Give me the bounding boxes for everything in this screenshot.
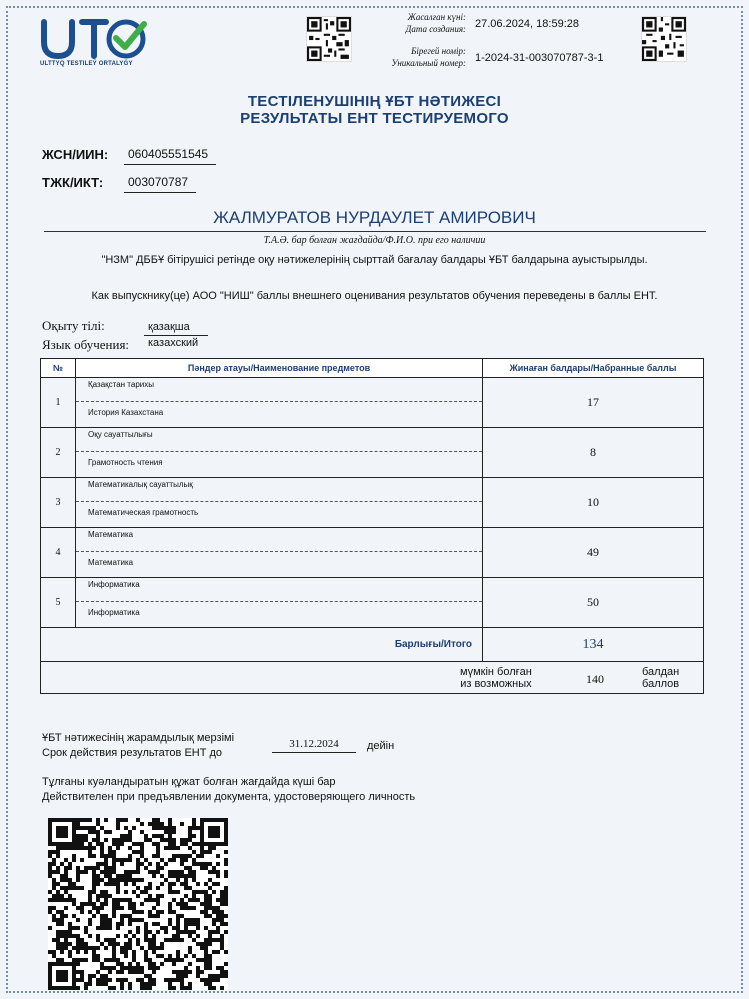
created-label-ru: Дата создания: xyxy=(405,24,466,34)
subject-name-ru: Математика xyxy=(88,558,134,567)
table-row xyxy=(41,578,704,628)
row-number: 4 xyxy=(41,528,76,578)
iin-value: 060405551545 xyxy=(124,147,216,165)
iin-label: ЖСН/ИИН: xyxy=(42,147,109,162)
col-header-num: № xyxy=(41,359,76,378)
subject-name-kz: Информатика xyxy=(76,578,482,602)
created-value: 27.06.2024, 18:59:28 xyxy=(475,18,579,30)
possible-suffix xyxy=(642,666,679,690)
col-header-subject: Пәндер атауы/Наименование предметов xyxy=(76,359,483,378)
subject-score: 8 xyxy=(483,428,704,478)
possible-prefix xyxy=(460,666,532,690)
large-qr-code-icon xyxy=(48,818,228,990)
name-caption: Т.А.Ә. бар болған жағдайда/Ф.И.О. при его наличии xyxy=(263,235,486,246)
unique-label-kz: Бірегей номір: xyxy=(411,46,466,56)
unique-label-ru: Уникальный номер: xyxy=(391,58,466,68)
note-ru: Как выпускнику(це) АОО "НИШ" баллы внешнего оценивания результатов обучения переведены в баллы ЕНТ. xyxy=(91,290,658,302)
subject-name-ru: Грамотность чтения xyxy=(88,458,163,467)
table-header-row xyxy=(41,359,704,378)
results-table xyxy=(40,358,704,694)
document-title-ru: РЕЗУЛЬТАТЫ ЕНТ ТЕСТИРУЕМОГО xyxy=(240,110,509,127)
subject-name-ru: Математическая грамотность xyxy=(88,508,199,517)
ikt-label: ТЖК/ИКТ: xyxy=(42,175,104,190)
language-value-kz: қазақша xyxy=(144,321,208,336)
validity-date: 31.12.2024 xyxy=(272,738,356,753)
row-number: 2 xyxy=(41,428,76,478)
possible-row xyxy=(41,662,704,694)
subject-score: 49 xyxy=(483,528,704,578)
validity-label-ru: Срок действия результатов ЕНТ до xyxy=(42,747,223,759)
name-underline xyxy=(44,231,706,232)
total-value: 134 xyxy=(483,628,704,662)
possible-prefix-ru: из возможных xyxy=(460,678,532,690)
col-header-score: Жинаған балдары/Набранные баллы xyxy=(483,359,704,378)
subject-name-kz: Оқу сауаттылығы xyxy=(76,428,482,452)
note-kz: "НЗМ" ДББҰ бітірушісі ретінде оқу нәтижелерінің сырттай бағалау балдары ҰБТ балдарына ауыстырылды. xyxy=(101,254,648,266)
possible-row-cell xyxy=(41,662,704,694)
total-label: Барлығы/Итого xyxy=(41,628,483,662)
language-label-kz: Оқыту тілі: xyxy=(42,318,105,333)
subject-name-kz: Математика xyxy=(76,528,482,552)
possible-suffix-ru: баллов xyxy=(642,678,680,690)
validity-label xyxy=(42,731,234,761)
unique-number-value: 1-2024-31-003070787-3-1 xyxy=(475,52,604,64)
row-number: 3 xyxy=(41,478,76,528)
row-number: 5 xyxy=(41,578,76,628)
subject-cell xyxy=(76,378,483,428)
subject-cell xyxy=(76,478,483,528)
subject-score: 17 xyxy=(483,378,704,428)
ikt-value: 003070787 xyxy=(124,175,196,193)
validity-label-kz: ҰБТ нәтижесінің жарамдылық мерзімі xyxy=(42,732,235,744)
unique-number-label xyxy=(376,45,466,69)
table-row xyxy=(41,478,704,528)
subject-cell xyxy=(76,578,483,628)
subject-cell xyxy=(76,528,483,578)
created-label-kz: Жасалған күні: xyxy=(407,12,466,22)
table-row xyxy=(41,428,704,478)
id-note xyxy=(42,775,415,805)
subject-score: 10 xyxy=(483,478,704,528)
logo-subtitle: ULTTYQ TESTILEÝ ORTALYǴY xyxy=(40,61,133,67)
language-value-ru: казахский xyxy=(148,337,199,349)
subject-cell xyxy=(76,428,483,478)
possible-value: 140 xyxy=(586,672,604,686)
subject-name-kz: Математикалық сауаттылық xyxy=(76,478,482,502)
row-number: 1 xyxy=(41,378,76,428)
table-row xyxy=(41,528,704,578)
total-row xyxy=(41,628,704,662)
id-note-kz: Тұлғаны куәландыратын құжат болған жағдайда күші бар xyxy=(42,776,336,788)
table-row xyxy=(41,378,704,428)
created-label xyxy=(376,11,466,35)
document-title-kz: ТЕСТІЛЕНУШІНІҢ ҰБТ НӘТИЖЕСІ xyxy=(247,93,502,110)
validity-suffix: дейін xyxy=(367,740,395,752)
full-name: ЖАЛМУРАТОВ НУРДАУЛЕТ АМИРОВИЧ xyxy=(213,208,536,227)
subject-name-ru: Информатика xyxy=(88,608,140,617)
qr-code-icon xyxy=(306,16,352,62)
possible-suffix-kz: балдан xyxy=(642,666,680,678)
language-label-ru: Язык обучения: xyxy=(42,337,130,352)
subject-name-kz: Қазақстан тарихы xyxy=(76,378,482,402)
subject-score: 50 xyxy=(483,578,704,628)
subject-name-ru: История Казахстана xyxy=(88,408,164,417)
possible-prefix-kz: мүмкін болған xyxy=(460,666,532,678)
qr-code-icon xyxy=(641,16,687,62)
id-note-ru: Действителен при предъявлении документа, удостоверяющего личность xyxy=(42,791,416,803)
